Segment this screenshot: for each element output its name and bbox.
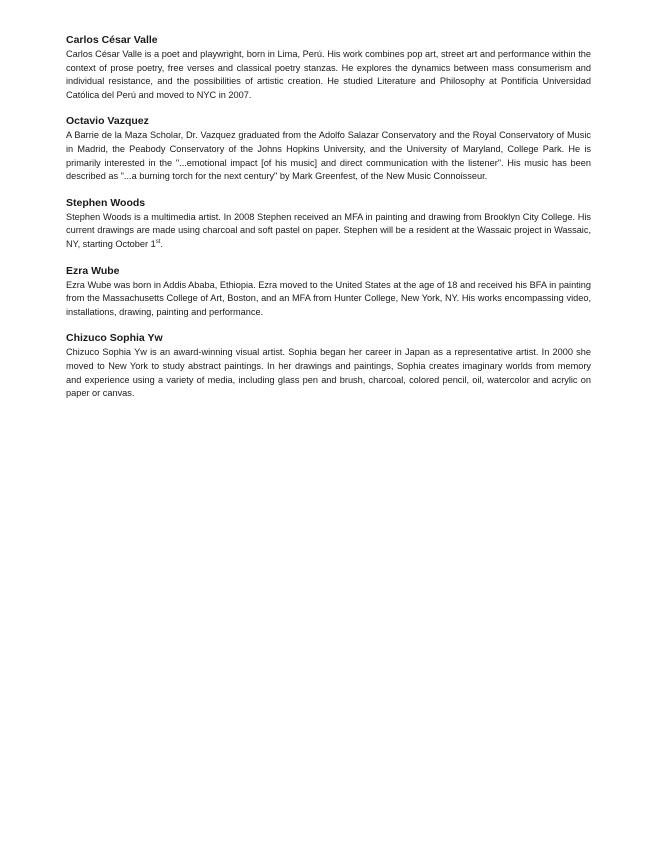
bio-chizuco-sophia-yw [66,332,591,400]
bio-text: Ezra Wube was born in Addis Ababa, Ethiopia. Ezra moved to the United States at the age of 18 and received his BFA in painting from the Massachusetts College of Art, Boston, and an MFA from Hunter College, New York, NY. His works encompassing video, installations, drawing, painting and performance. [66,279,591,317]
bio-text [66,211,591,252]
bio-text: Chizuco Sophia Yw is an award-winning visual artist. Sophia began her career in Japan as a representative artist. In 2000 she moved to New York to study abstract paintings. In her drawings and paintings, Sophia creates imaginary worlds from memory and experience using a variety of media, including glass pen and brush, charcoal, colored pencil, oil, watercolor and acrylic on paper or canvas. [66,347,591,399]
bio-name: Ezra Wube [66,264,120,277]
document-page [66,34,591,414]
bio-carlos-cesar-valle [66,34,591,102]
bio-text-superscript: st [155,238,161,245]
bio-name: Octavio Vazquez [66,115,149,128]
bio-text-end: . [160,238,163,249]
bio-stephen-woods [66,197,591,252]
bio-octavio-vazquez [66,115,591,183]
bio-text: Carlos César Valle is a poet and playwright, born in Lima, Perú. His work combines pop art, street art and performance within the context of prose poetry, free verses and classical poetry stanzas. He explores the dynamics between mass consumerism and individual resistance, and the possibilities of artistic creation. He studied Literature and Philosophy at Pontificia Universidad Católica del Perú and moved to NYC in 2007. [66,49,591,100]
bio-ezra-wube [66,265,591,320]
bio-text: A Barrie de la Maza Scholar, Dr. Vazquez graduated from the Adolfo Salazar Conservatory and the Royal Conservatory of Music in Madrid, the Peabody Conservatory of the Johns Hopkins University, and the University of Maryland, College Park. He is primarily interested in the "...emotional impact [of his music] and direct communication with the listener". His music has been described as "...a burning torch for the next century" by Mark Greenfest, of the New Music Connoisseur. [66,130,591,182]
bio-name: Stephen Woods [66,196,146,209]
bio-name: Carlos César Valle [66,34,158,46]
bio-name: Chizuco Sophia Yw [66,332,163,345]
bio-text-main: Stephen Woods is a multimedia artist. In 2008 Stephen received an MFA in painting and drawing from Brooklyn City College. His current drawings are made using charcoal and soft pastel on paper. Stephen will be a resident at the Wassaic project in Wassaic, NY, starting October 1 [66,211,591,249]
